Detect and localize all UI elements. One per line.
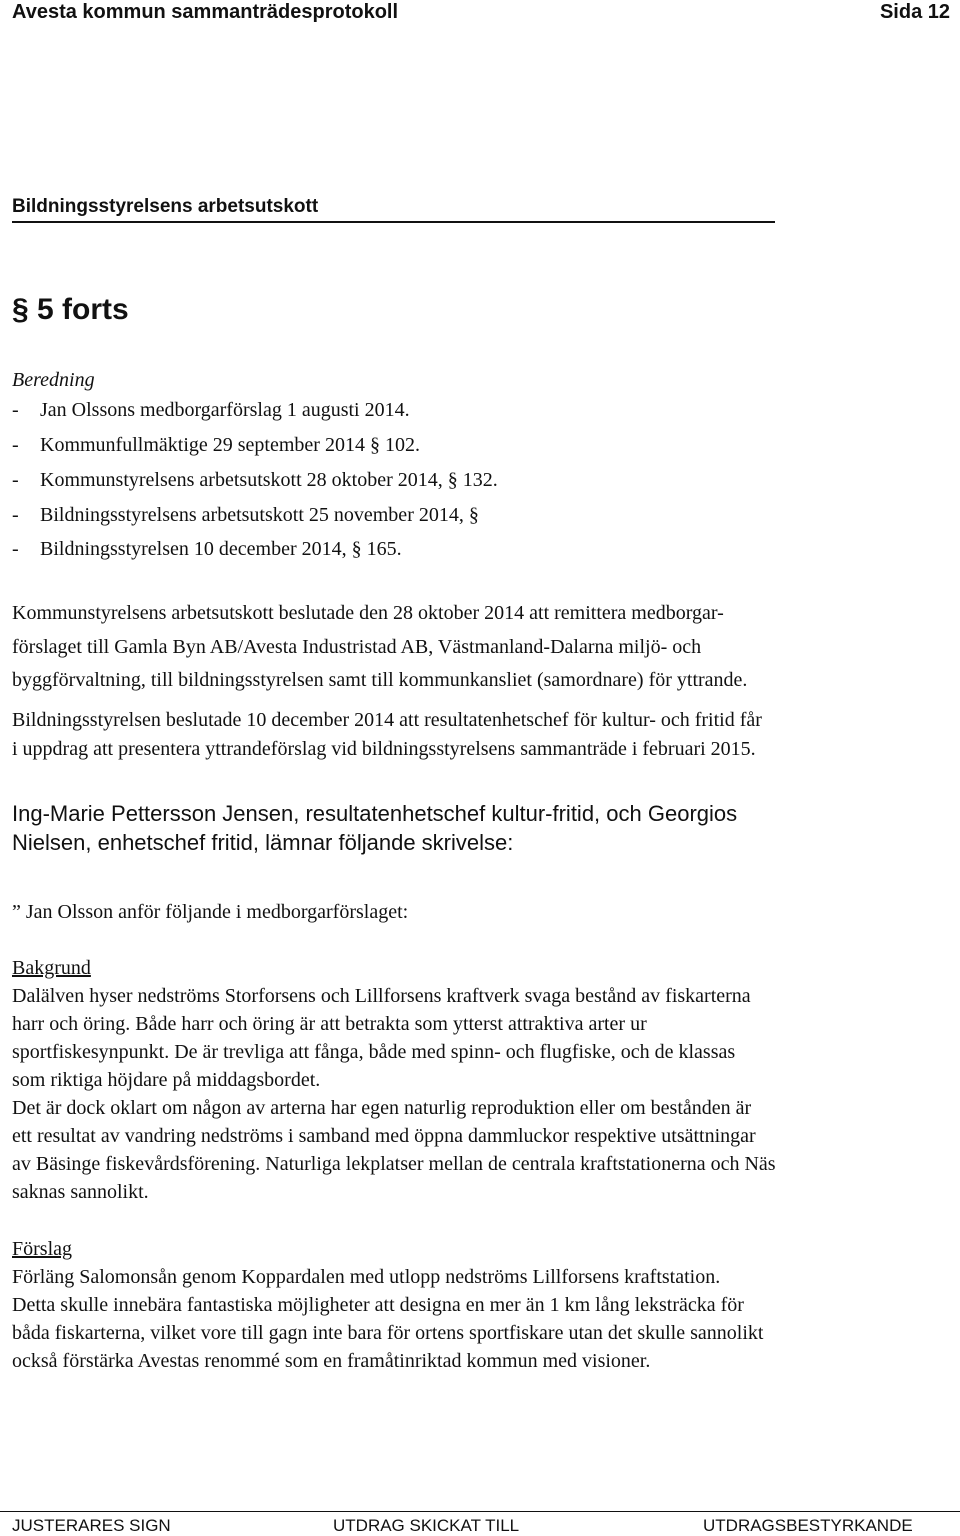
list-dash: - (12, 434, 19, 456)
forslag-heading: Förslag (12, 1238, 72, 1260)
list-item-text: Bildningsstyrelsen 10 december 2014, § 165. (40, 538, 402, 560)
bakgrund-line: harr och öring. Både harr och öring är att betrakta som ytterst attraktiva arter ur (12, 1013, 647, 1035)
bakgrund-heading: Bakgrund (12, 957, 91, 979)
list-dash: - (12, 504, 19, 526)
list-item-text: Bildningsstyrelsens arbetsutskott 25 november 2014, § (40, 504, 479, 526)
bakgrund-line: sportfiskesynpunkt. De är trevliga att fånga, både med spinn- och flugfiske, och de klassas (12, 1041, 736, 1063)
footer-utdrag-skickat: UTDRAG SKICKAT TILL (333, 1516, 520, 1535)
list-dash: - (12, 399, 19, 421)
bakgrund-line: Dalälven hyser nedströms Storforsens och Lillforsens kraftverk svaga bestånd av fiskarterna (12, 985, 751, 1007)
footer-utdragsbestyrkande: UTDRAGSBESTYRKANDE (703, 1516, 913, 1535)
list-item (0, 466, 900, 494)
list-item (0, 501, 900, 529)
bakgrund-line: saknas sannolikt. (12, 1181, 149, 1203)
list-item (0, 396, 900, 424)
list-item (0, 535, 900, 563)
committee-underline (12, 221, 775, 223)
forslag-line: Detta skulle innebära fantastiska möjligheter att designa en mer än 1 km lång leksträcka för (12, 1294, 744, 1316)
committee-name: Bildningsstyrelsens arbetsutskott (12, 196, 319, 217)
quote-intro: ” Jan Olsson anför följande i medborgarförslaget: (12, 901, 409, 923)
paragraph-line: Bildningsstyrelsen beslutade 10 december 2014 att resultatenhetschef för kultur- och fritid får (12, 709, 762, 731)
footer-rule (0, 1511, 960, 1512)
page-number: Sida 12 (879, 1, 950, 23)
paragraph-line: Kommunstyrelsens arbetsutskott beslutade den 28 oktober 2014 att remittera medborgar- (12, 602, 724, 624)
list-item (0, 431, 900, 459)
paragraph-title: § 5 forts (12, 293, 129, 326)
bakgrund-line: Det är dock oklart om någon av arterna har egen naturlig reproduktion eller om bestånden är (12, 1097, 752, 1119)
forslag-line: också förstärka Avestas renommé som en framåtinriktad kommun med visioner. (12, 1350, 651, 1372)
bakgrund-line: av Bäsinge fiskevårdsförening. Naturliga lekplatser mellan de centrala kraftstationerna och Näs (12, 1153, 776, 1175)
list-item-text: Kommunfullmäktige 29 september 2014 § 102. (40, 434, 420, 456)
list-item-text: Jan Olssons medborgarförslag 1 augusti 2014. (40, 399, 410, 421)
forslag-line: Förläng Salomonsån genom Koppardalen med utlopp nedströms Lillforsens kraftstation. (12, 1266, 721, 1288)
list-dash: - (12, 538, 19, 560)
section-heading: Ing-Marie Pettersson Jensen, resultatenhetschef kultur-fritid, och Georgios (12, 801, 738, 826)
paragraph-line: förslaget till Gamla Byn AB/Avesta Industristad AB, Västmanland-Dalarna miljö- och (12, 636, 702, 658)
beredning-label: Beredning (12, 369, 95, 391)
paragraph-line: byggförvaltning, till bildningsstyrelsen samt till kommunkansliet (samordnare) för yttrande. (12, 669, 748, 691)
document-title: Avesta kommun sammanträdesprotokoll (12, 1, 399, 23)
forslag-line: båda fiskarterna, vilket vore till gagn inte bara för ortens sportfiskare utan det skulle sannolikt (12, 1322, 764, 1344)
list-item-text: Kommunstyrelsens arbetsutskott 28 oktober 2014, § 132. (40, 469, 498, 491)
bakgrund-line: ett resultat av vandring nedströms i samband med öppna dammluckor respektive utsättningar (12, 1125, 756, 1147)
footer-justerares-sign: JUSTERARES SIGN (12, 1516, 171, 1535)
section-heading: Nielsen, enhetschef fritid, lämnar följande skrivelse: (12, 830, 514, 855)
paragraph-line: i uppdrag att presentera yttrandeförslag vid bildningsstyrelsens sammanträde i februari 2015. (12, 738, 756, 760)
bakgrund-line: som riktiga höjdare på middagsbordet. (12, 1069, 321, 1091)
list-dash: - (12, 469, 19, 491)
